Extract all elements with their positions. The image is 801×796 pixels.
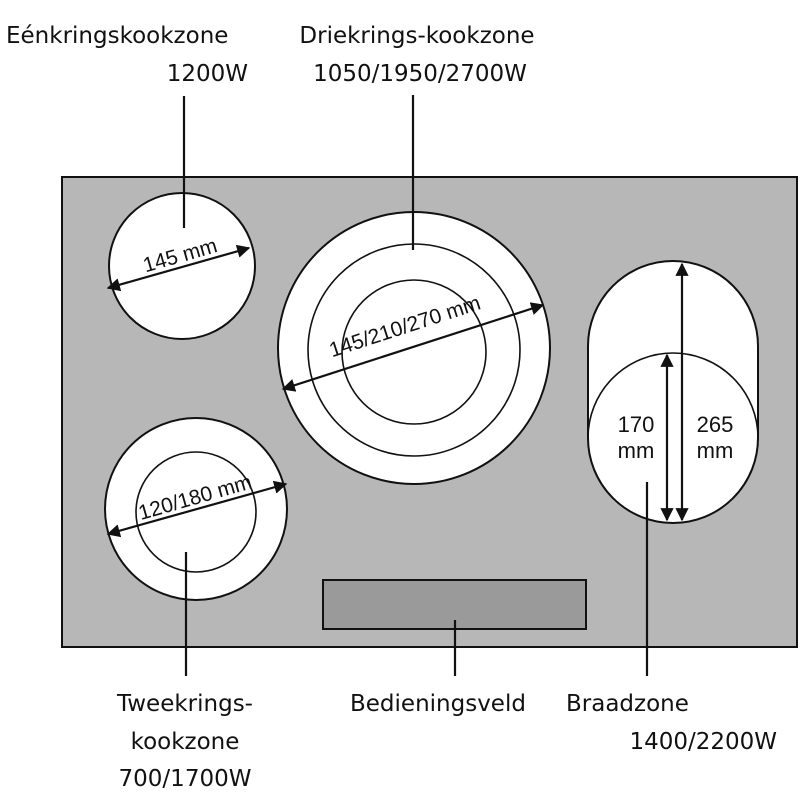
triple-ring-name: Driekrings-kookzone xyxy=(299,23,535,49)
roasting-outer-width-value: 265 xyxy=(696,412,734,437)
single-ring-name: Eénkringskookzone xyxy=(6,23,229,49)
triple-ring-zone-outer xyxy=(278,212,550,484)
triple-ring-diameter-label: 145/210/270 mm xyxy=(326,291,484,363)
triple-ring-power: 1050/1950/2700W xyxy=(313,61,527,87)
dual-ring-name-line1: Tweekrings- xyxy=(117,691,253,717)
dual-ring-diameter-label: 120/180 mm xyxy=(135,470,255,525)
roasting-inner-width-value: 170 xyxy=(617,412,655,437)
control-panel-label: Bedieningsveld xyxy=(350,691,526,717)
roasting-inner-width-unit: mm xyxy=(617,438,655,463)
dual-ring-zone xyxy=(105,418,287,600)
single-ring-diameter-label: 145 mm xyxy=(140,234,220,278)
dual-ring-name-line2: kookzone xyxy=(130,729,240,755)
roasting-zone-power: 1400/2200W xyxy=(629,729,777,755)
roasting-zone-name: Braadzone xyxy=(566,691,689,717)
roasting-outer-width-unit: mm xyxy=(696,438,734,463)
roasting-zone-oval xyxy=(588,261,758,523)
roasting-zone xyxy=(588,261,758,523)
single-ring-power: 1200W xyxy=(166,61,248,87)
single-ring-zone xyxy=(108,193,255,339)
dual-ring-power: 700/1700W xyxy=(118,766,252,792)
triple-ring-zone xyxy=(278,212,550,484)
